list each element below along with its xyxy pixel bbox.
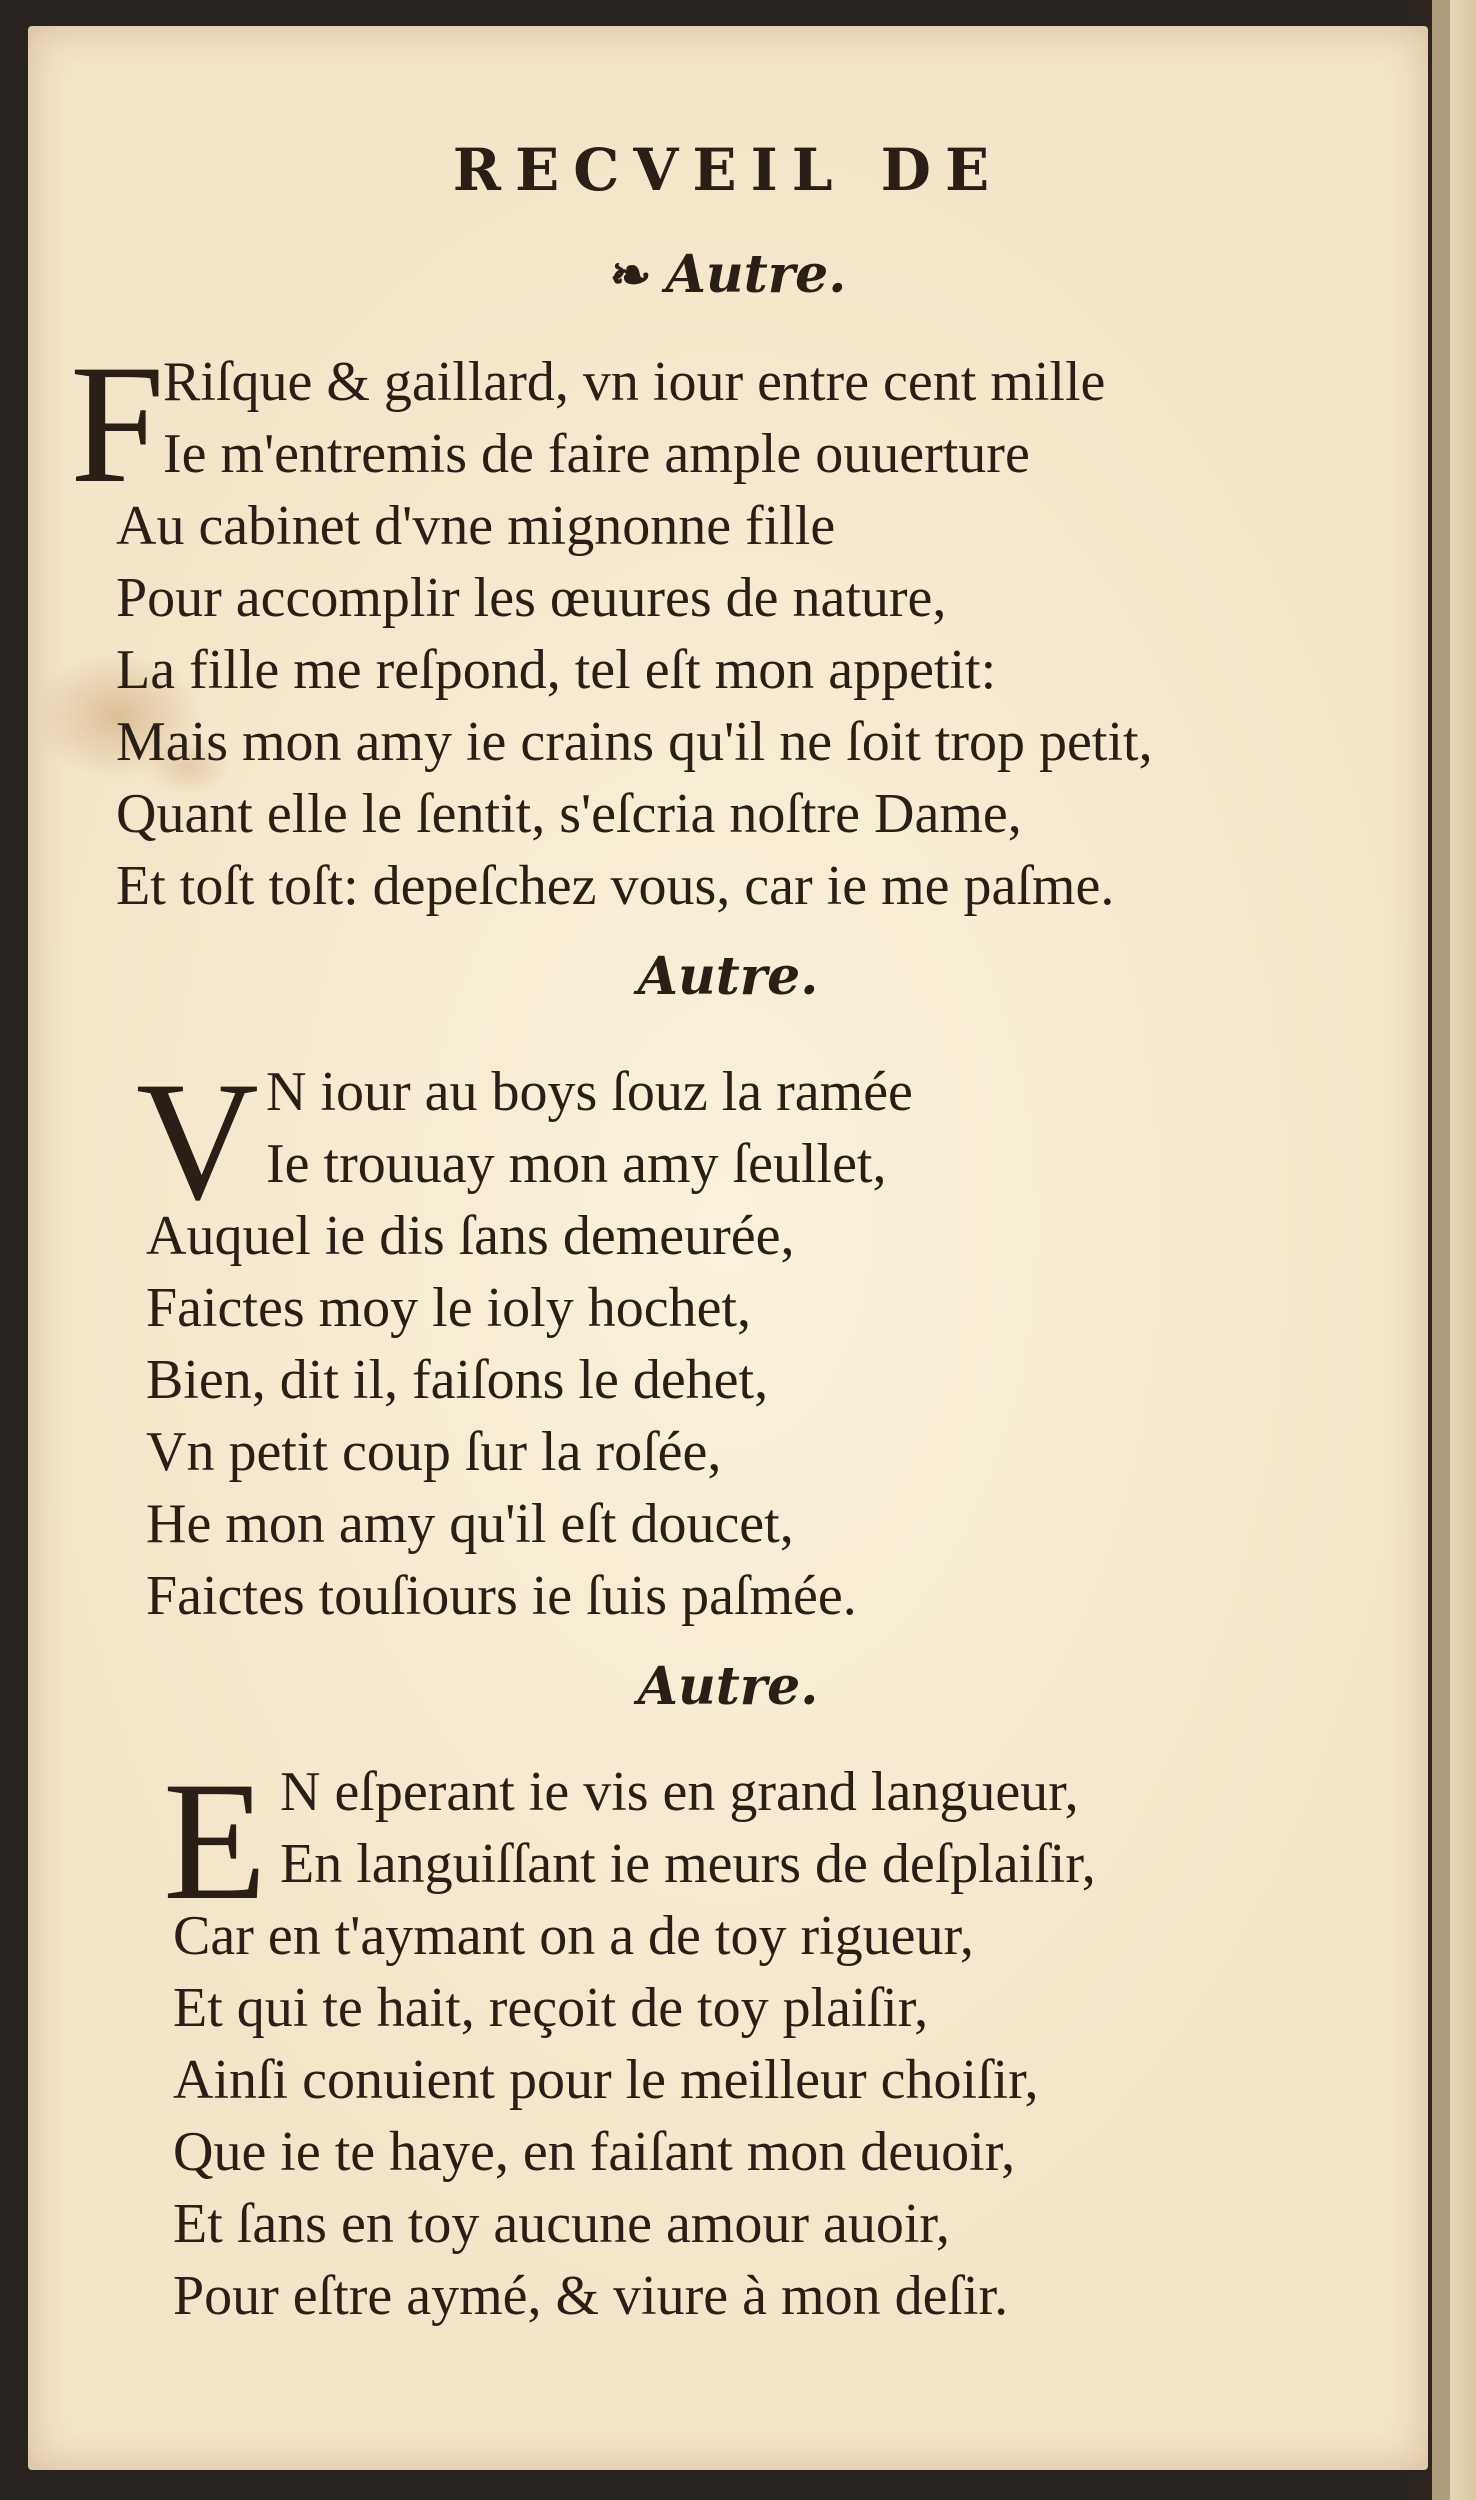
stanza-1-line-8: Et toſt toſt: depeſchez vous, car ie me paſme. [116,855,1115,917]
stanza-1-lines-indented [163,346,1105,490]
stanza-1-line-1: Riſque & gaillard, vn iour entre cent mille [163,351,1106,413]
stanza-3-line-8: Pour eſtre aymé, & viure à mon deſir. [173,2265,1009,2327]
stanza-1-line-6: Mais mon amy ie crains qu'il ne ſoit trop petit, [116,711,1153,773]
stanza-3-line-3: Car en t'aymant on a de toy rigueur, [173,1905,974,1967]
stanza-1-dropcap: F [70,330,165,518]
stanza-2-lines [146,1200,857,1632]
stanza-1-line-3: Au cabinet d'vne mignonne fille [116,495,836,557]
stanza-2-dropcap: V [136,1047,259,1235]
stanza-3-heading-text: Autre. [637,1656,819,1717]
stanza-1-heading-text: Autre. [665,244,847,305]
stanza-3-lines-indented [280,1756,1096,1900]
running-header [28,136,1428,204]
stanza-2-line-1: N iour au boys ſouz la ramée [266,1061,913,1123]
stanza-2-line-3: Auquel ie dis ſans demeurée, [146,1205,795,1267]
stanza-1-line-5: La fille me reſpond, tel eſt mon appetit: [116,639,997,701]
stanza-1-heading [28,244,1428,305]
stanza-2-line-8: Faictes touſiours ie ſuis paſmée. [146,1565,857,1627]
stanza-3-line-7: Et ſans en toy aucune amour auoir, [173,2193,950,2255]
stanza-3-line-6: Que ie te haye, en faiſant mon deuoir, [173,2121,1016,2183]
stanza-3-line-4: Et qui te hait, reçoit de toy plaiſir, [173,1977,929,2039]
stanza-2-line-2: Ie trouuay mon amy ſeullet, [266,1133,887,1195]
stanza-3-line-1: N eſperant ie vis en grand langueur, [280,1761,1079,1823]
stanza-2-heading-text: Autre. [637,946,819,1007]
stanza-2-line-4: Faictes moy le ioly hochet, [146,1277,751,1339]
stanza-3-heading [28,1656,1428,1717]
stanza-2-line-7: He mon amy qu'il eſt doucet, [146,1493,794,1555]
stanza-3-lines [173,1900,1039,2332]
stanza-2-line-5: Bien, dit il, faiſons le dehet, [146,1349,769,1411]
fleuron-ornament-icon: ❧ [609,245,652,304]
stanza-3-dropcap: E [163,1747,267,1935]
stanza-2-lines-indented [266,1056,913,1200]
book-page [28,26,1428,2470]
stanza-3-line-5: Ainſi conuient pour le meilleur choiſir, [173,2049,1039,2111]
stanza-2-heading [28,946,1428,1007]
stanza-2-line-6: Vn petit coup ſur la roſée, [146,1421,722,1483]
stanza-3-line-2: En languiſſant ie meurs de deſplaiſir, [280,1833,1096,1895]
stanza-1-line-2: Ie m'entremis de faire ample ouuerture [163,423,1030,485]
stanza-1-lines [116,490,1153,922]
stanza-1-line-4: Pour accomplir les œuures de nature, [116,567,947,629]
running-header-title: RECVEIL DE [452,136,1004,204]
stanza-1-line-7: Quant elle le ſentit, s'eſcria noſtre Dame, [116,783,1022,845]
